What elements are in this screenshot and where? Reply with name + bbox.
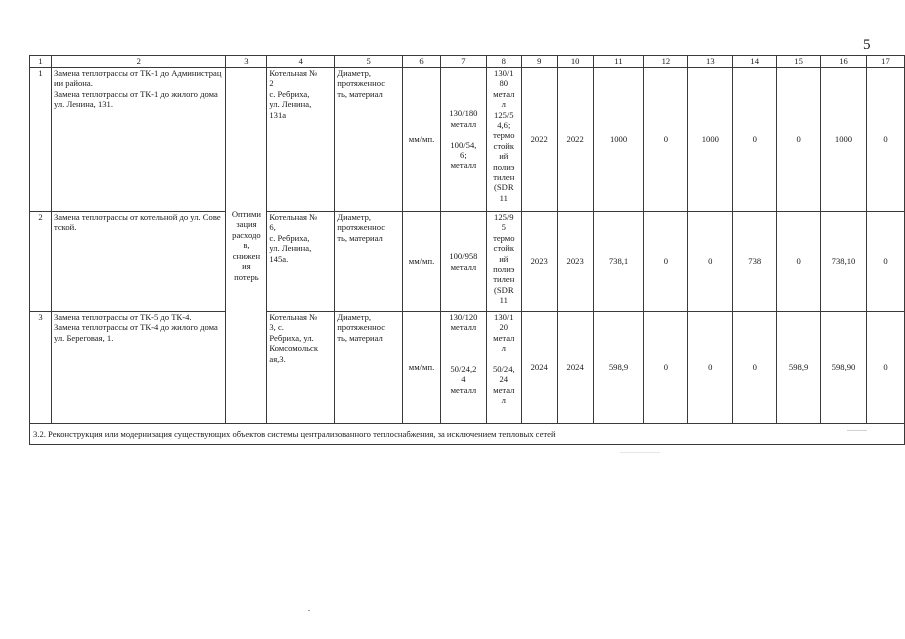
cost-col-16: 598,90 (821, 312, 867, 424)
value-before: 130/120 металл 50/24,2 4 металл (440, 312, 486, 424)
col-number: 14 (733, 56, 777, 68)
cost-total: 738,1 (593, 212, 644, 312)
purpose-cell: Оптими зация расходо в, снижен ия потерь (226, 68, 267, 424)
col-number: 1 (30, 56, 52, 68)
col-number: 2 (51, 56, 226, 68)
section-heading: 3.2. Реконструкция или модернизация существующих объектов системы централизованного теплоснабжения, за исключением тепловых сетей (30, 424, 905, 445)
col-number: 16 (821, 56, 867, 68)
boiler-house: Котельная № 2 с. Ребриха, ул. Ленина, 131а (267, 68, 335, 212)
col-number: 4 (267, 56, 335, 68)
col-number: 13 (688, 56, 733, 68)
cost-col-15: 0 (777, 212, 821, 312)
cost-col-17: 0 (866, 212, 904, 312)
table-row (30, 212, 905, 312)
cost-col-12: 0 (644, 212, 688, 312)
parameter: Диаметр, протяженнос ть, материал (335, 212, 403, 312)
row-number: 1 (30, 68, 52, 212)
table-row (30, 68, 905, 212)
year-end: 2023 (557, 212, 593, 312)
column-number-row (30, 56, 905, 68)
table-row (30, 312, 905, 424)
unit: мм/мп. (403, 312, 441, 424)
scan-speck (620, 452, 660, 453)
parameter: Диаметр, протяженнос ть, материал (335, 68, 403, 212)
col-number: 8 (486, 56, 521, 68)
col-number: 5 (335, 56, 403, 68)
col-number: 12 (644, 56, 688, 68)
section-footer-row (30, 424, 905, 445)
work-description: Замена теплотрассы от ТК-1 до Администрации района. Замена теплотрассы от ТК-1 до жилого дома ул. Ленина, 131. (51, 68, 226, 212)
unit: мм/мп. (403, 68, 441, 212)
year-start: 2022 (521, 68, 557, 212)
cost-total: 1000 (593, 68, 644, 212)
year-end: 2022 (557, 68, 593, 212)
cost-col-14: 0 (733, 312, 777, 424)
cost-col-13: 0 (688, 212, 733, 312)
col-number: 3 (226, 56, 267, 68)
col-number: 15 (777, 56, 821, 68)
parameter: Диаметр, протяженнос ть, материал (335, 312, 403, 424)
cost-col-14: 738 (733, 212, 777, 312)
work-description: Замена теплотрассы от ТК-5 до ТК-4. Замена теплотрассы от ТК-4 до жилого дома ул. Береговая, 1. (51, 312, 226, 424)
col-number: 7 (440, 56, 486, 68)
col-number: 11 (593, 56, 644, 68)
year-start: 2023 (521, 212, 557, 312)
work-description: Замена теплотрассы от котельной до ул. Советской. (51, 212, 226, 312)
cost-col-17: 0 (866, 68, 904, 212)
value-after: 130/1 80 метал л 125/5 4,6; термо стойк ий полиэ тилен (SDR 11 (486, 68, 521, 212)
col-number: 10 (557, 56, 593, 68)
value-before: 100/958 металл (440, 212, 486, 312)
cost-col-13: 0 (688, 312, 733, 424)
year-end: 2024 (557, 312, 593, 424)
investment-table (29, 55, 905, 445)
cost-col-15: 0 (777, 68, 821, 212)
cost-col-17: 0 (866, 312, 904, 424)
value-before: 130/180 металл 100/54, 6; металл (440, 68, 486, 212)
scan-speck (847, 430, 867, 431)
value-after: 130/1 20 метал л 50/24, 24 метал л (486, 312, 521, 424)
cost-col-15: 598,9 (777, 312, 821, 424)
cost-col-12: 0 (644, 68, 688, 212)
unit: мм/мп. (403, 212, 441, 312)
value-after: 125/9 5 термо стойк ий полиэ тилен (SDR 11 (486, 212, 521, 312)
col-number: 17 (866, 56, 904, 68)
cost-col-12: 0 (644, 312, 688, 424)
cost-col-14: 0 (733, 68, 777, 212)
boiler-house: Котельная № 3, с. Ребриха, ул. Комсомольск ая,3. (267, 312, 335, 424)
row-number: 3 (30, 312, 52, 424)
cost-col-16: 738,10 (821, 212, 867, 312)
col-number: 9 (521, 56, 557, 68)
boiler-house: Котельная № 6, с. Ребриха, ул. Ленина, 145а. (267, 212, 335, 312)
row-number: 2 (30, 212, 52, 312)
scan-speck (308, 610, 310, 611)
cost-total: 598,9 (593, 312, 644, 424)
col-number: 6 (403, 56, 441, 68)
year-start: 2024 (521, 312, 557, 424)
page-number: 5 (863, 37, 871, 53)
cost-col-16: 1000 (821, 68, 867, 212)
cost-col-13: 1000 (688, 68, 733, 212)
